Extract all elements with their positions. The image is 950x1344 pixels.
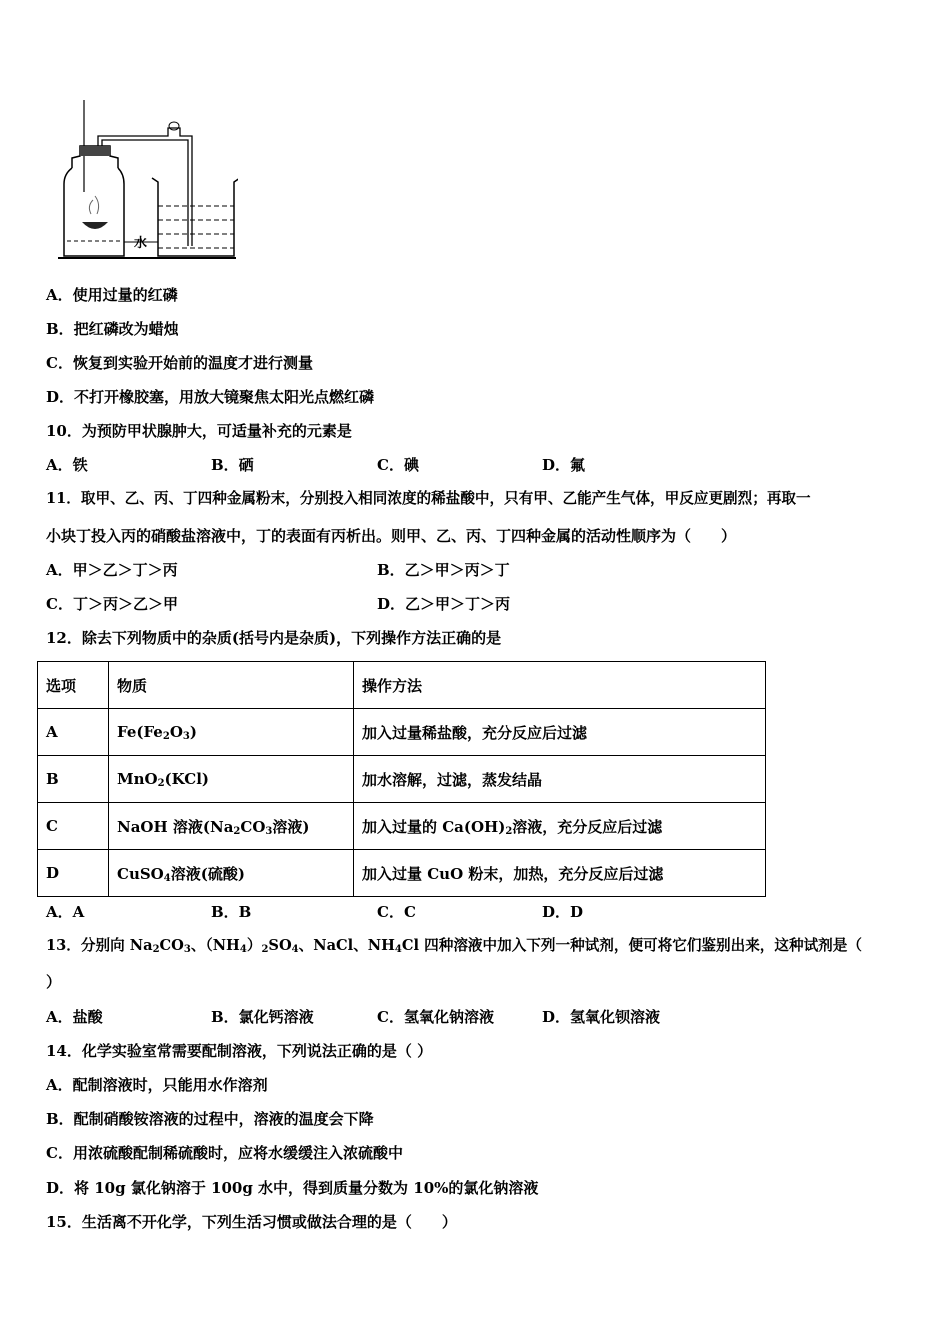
header-substance: 物质 <box>109 662 354 709</box>
q9-option-c[interactable]: C．恢复到实验开始前的温度才进行测量 <box>46 354 313 372</box>
q13-option-a[interactable]: A．盐酸 <box>46 1008 103 1026</box>
table-row <box>38 850 766 897</box>
row-option: C <box>38 803 109 850</box>
row-option: A <box>38 709 109 756</box>
q13-option-b[interactable]: B．氯化钙溶液 <box>211 1008 314 1026</box>
q14-option-c[interactable]: C．用浓硫酸配制稀硫酸时，应将水缓缓注入浓硫酸中 <box>46 1144 403 1162</box>
q10-stem: 10．为预防甲状腺肿大，可适量补充的元素是 <box>46 422 352 440</box>
q10-option-c[interactable]: C．碘 <box>377 456 419 474</box>
q13-stem: 13．分别向 $Na_2CO_3$、$(NH_4)_2SO_4$、NaCl、$NH_4Cl$ 四种溶液中加入下列一种试剂，便可将它们鉴别出来，这种试剂是（ <box>46 937 862 955</box>
row-substance: CuSO$_4$溶液(硫酸) <box>109 850 354 897</box>
header-option: 选项 <box>38 662 109 709</box>
q9-option-a[interactable]: A．使用过量的红磷 <box>46 286 178 304</box>
q11-stem-line2: 小块丁投入丙的硝酸盐溶液中，丁的表面有丙析出。则甲、乙、丙、丁四种金属的活动性顺序为（ ） <box>46 527 737 545</box>
row-option: D <box>38 850 109 897</box>
q11-option-b[interactable]: B．乙＞甲＞丙＞丁 <box>377 561 510 579</box>
q12-option-d[interactable]: D．D <box>542 903 584 921</box>
q14-option-d[interactable]: D．将 10g 氯化钠溶于 100g 水中，得到质量分数为 10%的氯化钠溶液 <box>46 1179 539 1197</box>
table-header-row <box>38 662 766 709</box>
q12-table <box>37 661 766 897</box>
row-method: 加入过量 CuO 粉末，加热，充分反应后过滤 <box>354 850 766 897</box>
q10-option-a[interactable]: A．铁 <box>46 456 88 474</box>
q9-option-d[interactable]: D．不打开橡胶塞，用放大镜聚焦太阳光点燃红磷 <box>46 388 375 406</box>
q12-option-c[interactable]: C．C <box>377 903 416 921</box>
q10-option-b[interactable]: B．硒 <box>211 456 254 474</box>
header-method: 操作方法 <box>354 662 766 709</box>
row-method: 加入过量稀盐酸，充分反应后过滤 <box>354 709 766 756</box>
table-row <box>38 709 766 756</box>
row-method: 加入过量的 $Ca(OH)_2$溶液，充分反应后过滤 <box>354 803 766 850</box>
q13-option-d[interactable]: D．氢氧化钡溶液 <box>542 1008 661 1026</box>
row-substance: NaOH 溶液($Na_2CO_3$溶液) <box>109 803 354 850</box>
q11-option-d[interactable]: D．乙＞甲＞丁＞丙 <box>377 595 511 613</box>
q12-stem: 12．除去下列物质中的杂质(括号内是杂质)，下列操作方法正确的是 <box>46 629 502 647</box>
q14-option-b[interactable]: B．配制硝酸铵溶液的过程中，溶液的温度会下降 <box>46 1110 374 1128</box>
row-method: 加水溶解，过滤，蒸发结晶 <box>354 756 766 803</box>
table-row <box>38 803 766 850</box>
q14-stem: 14．化学实验室常需要配制溶液，下列说法正确的是（ ） <box>46 1042 433 1060</box>
row-substance: MnO$_2$(KCl) <box>109 756 354 803</box>
water-label: 水 <box>134 236 148 251</box>
q12-option-a[interactable]: A．A <box>46 903 85 921</box>
q13-stem-line2: ） <box>46 973 62 991</box>
q11-option-c[interactable]: C．丁＞丙＞乙＞甲 <box>46 595 178 613</box>
q11-stem-line1: 11．取甲、乙、丙、丁四种金属粉末，分别投入相同浓度的稀盐酸中，只有甲、乙能产生气体，甲反应更剧烈；再取一 <box>46 490 811 507</box>
q13-option-c[interactable]: C．氢氧化钠溶液 <box>377 1008 494 1026</box>
q11-option-a[interactable]: A．甲＞乙＞丁＞丙 <box>46 561 178 579</box>
table-row <box>38 756 766 803</box>
q14-option-a[interactable]: A．配制溶液时，只能用水作溶剂 <box>46 1076 268 1094</box>
q10-option-d[interactable]: D．氟 <box>542 456 586 474</box>
q12-option-b[interactable]: B．B <box>211 903 252 921</box>
row-substance: $Fe(Fe_2O_3)$ <box>109 709 354 756</box>
row-option: B <box>38 756 109 803</box>
q9-option-b[interactable]: B．把红磷改为蜡烛 <box>46 320 179 338</box>
q15-stem: 15．生活离不开化学，下列生活习惯或做法合理的是（ ） <box>46 1213 457 1231</box>
apparatus-figure <box>58 96 238 262</box>
